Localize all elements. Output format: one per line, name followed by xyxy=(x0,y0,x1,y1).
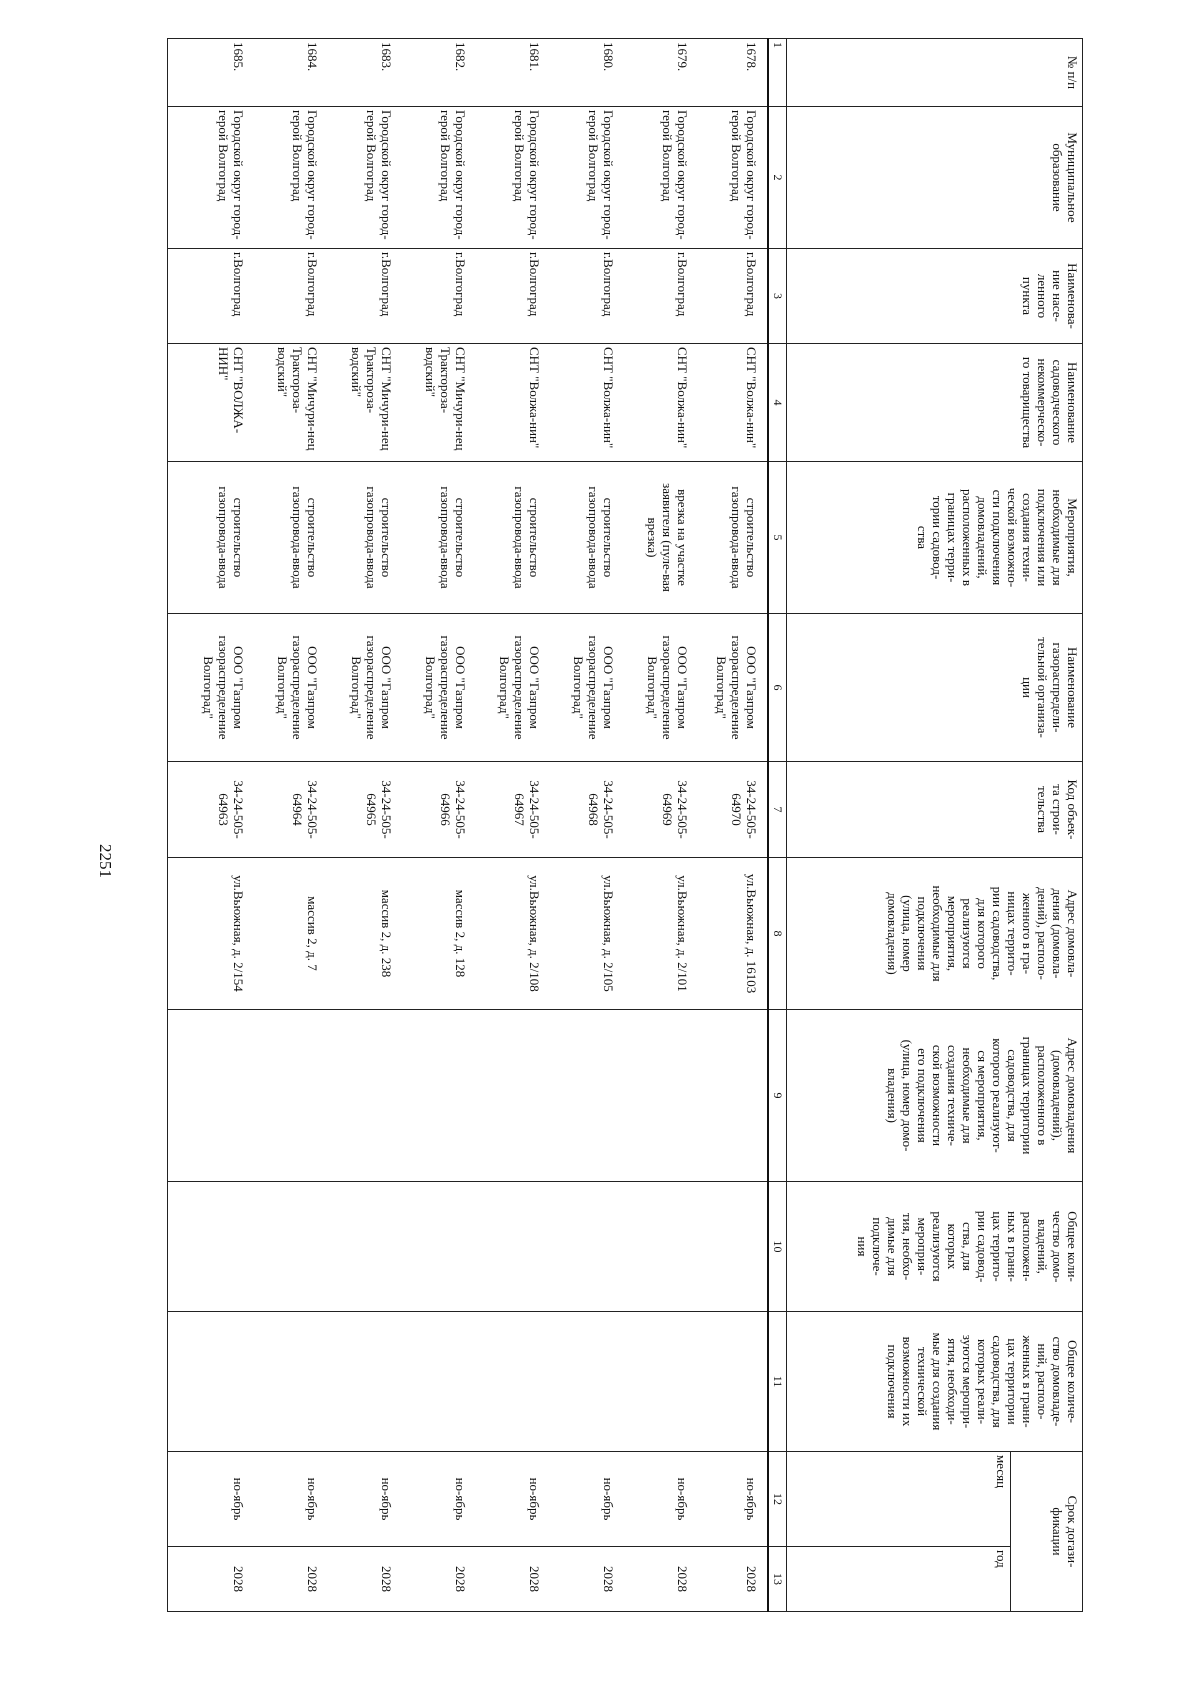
header-municipality: Муниципальное образование xyxy=(787,107,1083,249)
cell-municipality: Городской округ город-герой Волгоград xyxy=(477,107,551,249)
cell-object-code: 34-24-505-64964 xyxy=(255,762,329,858)
cell-municipality: Городской округ город-герой Волгоград xyxy=(329,107,403,249)
column-number: 13 xyxy=(769,1547,787,1612)
cell-snt: СНТ "Мичури-нец Тракторoза-водский" xyxy=(403,344,477,462)
table-row xyxy=(551,39,625,1612)
cell-settlement: г.Волгоград xyxy=(255,249,329,344)
cell-num: 1678. xyxy=(699,39,769,107)
header-num: № п/п xyxy=(787,39,1083,107)
column-number: 11 xyxy=(769,1312,787,1452)
header-address-technical: Адрес домовладения (домовладений), расположенного в границах территории садоводства, для которого реализуют- ся мероприятия, необходимые для создания техниче- ской возможности его подключения (улица, номер домо- владения) xyxy=(787,1010,1083,1182)
cell-address-technical xyxy=(477,1010,551,1182)
cell-address-connection: ул.Вьюжная, д. 2/105 xyxy=(551,858,625,1010)
cell-object-code: 34-24-505-64969 xyxy=(625,762,699,858)
cell-address-connection: ул.Вьюжная, д. 2/101 xyxy=(625,858,699,1010)
cell-object-code: 34-24-505-64966 xyxy=(403,762,477,858)
column-number: 10 xyxy=(769,1182,787,1312)
header-gas-org: Наименование газораспредели- тельной организа- ции xyxy=(787,614,1083,762)
cell-snt: СНТ "Мичури-нец Тракторoза-водский" xyxy=(329,344,403,462)
cell-municipality: Городской округ город-герой Волгоград xyxy=(255,107,329,249)
header-snt: Наименование садоводческого некоммерческо- го товарищества xyxy=(787,344,1083,462)
cell-address-connection: ул.Вьюжная, д. 2/108 xyxy=(477,858,551,1010)
cell-count-connection xyxy=(403,1182,477,1312)
cell-settlement: г.Волгоград xyxy=(625,249,699,344)
table-row xyxy=(699,39,769,1612)
table-header xyxy=(787,39,1083,1612)
column-number: 1 xyxy=(769,39,787,107)
cell-address-connection: массив 2, д. 238 xyxy=(329,858,403,1010)
header-count-technical: Общее количе- ство домовладе- ний, располо- женных в грани- цах территории садоводства, для которых реали- зуются меропри- ятия, необходи- мые для создания технической возможности их подключения xyxy=(787,1312,1083,1452)
cell-year: 2028 xyxy=(551,1547,625,1612)
cell-address-technical xyxy=(551,1010,625,1182)
cell-num: 1685. xyxy=(173,39,255,107)
cell-measures: строительство газопровода-ввода xyxy=(329,462,403,614)
page-number: 2251 xyxy=(96,844,115,878)
cell-gas-org: ООО "Газпром газораспределение Волгоград" xyxy=(329,614,403,762)
column-number: 3 xyxy=(769,249,787,344)
cell-year: 2028 xyxy=(625,1547,699,1612)
cell-address-technical xyxy=(403,1010,477,1182)
cell-settlement: г.Волгоград xyxy=(477,249,551,344)
cell-municipality: Городской округ город-герой Волгоград xyxy=(551,107,625,249)
cell-num: 1680. xyxy=(551,39,625,107)
cell-municipality: Городской округ город-герой Волгоград xyxy=(625,107,699,249)
header-settlement: Наименова- ние насе- ленного пункта xyxy=(787,249,1083,344)
column-number: 4 xyxy=(769,344,787,462)
cell-gas-org: ООО "Газпром газораспределение Волгоград" xyxy=(403,614,477,762)
column-number: 2 xyxy=(769,107,787,249)
cell-month: но-ябрь xyxy=(173,1452,255,1547)
gasification-table xyxy=(168,38,1084,1612)
header-measures: Мероприятия, необходимые для подключения или создания техни- ческой возможно- сти подключения домовладений, расположенных в границах терри- тории садовод- ства xyxy=(787,462,1083,614)
cell-address-technical xyxy=(329,1010,403,1182)
cell-measures: строительство газопровода-ввода xyxy=(699,462,769,614)
cell-count-connection xyxy=(699,1182,769,1312)
cell-month: но-ябрь xyxy=(551,1452,625,1547)
cell-count-connection xyxy=(173,1182,255,1312)
rotated-table-container xyxy=(173,38,1083,1611)
cell-gas-org: ООО "Газпром газораспределение Волгоград" xyxy=(699,614,769,762)
cell-address-connection: ул.Вьюжная, д. 2/154 xyxy=(173,858,255,1010)
table-row xyxy=(477,39,551,1612)
cell-count-connection xyxy=(329,1182,403,1312)
cell-settlement: г.Волгоград xyxy=(551,249,625,344)
cell-month: но-ябрь xyxy=(403,1452,477,1547)
table-filler-row xyxy=(168,39,173,1612)
cell-count-technical xyxy=(477,1312,551,1452)
cell-snt: СНТ "Волжа-нин" xyxy=(699,344,769,462)
cell-settlement: г.Волгоград xyxy=(699,249,769,344)
cell-object-code: 34-24-505-64965 xyxy=(329,762,403,858)
cell-municipality: Городской округ город-герой Волгоград xyxy=(173,107,255,249)
cell-year: 2028 xyxy=(477,1547,551,1612)
cell-count-technical xyxy=(625,1312,699,1452)
table-row xyxy=(329,39,403,1612)
cell-snt: СНТ "Волжа-нин" xyxy=(477,344,551,462)
cell-snt: СНТ "Волжа-нин" xyxy=(625,344,699,462)
header-object-code: Код объек- та строи- тельства xyxy=(787,762,1083,858)
cell-year: 2028 xyxy=(255,1547,329,1612)
header-deadline: Срок догази- фикации xyxy=(1011,1452,1083,1612)
cell-address-connection: массив 2, д. 7 xyxy=(255,858,329,1010)
cell-year: 2028 xyxy=(173,1547,255,1612)
table-row xyxy=(625,39,699,1612)
cell-gas-org: ООО "Газпром газораспределение Волгоград" xyxy=(625,614,699,762)
cell-count-technical xyxy=(173,1312,255,1452)
cell-address-technical xyxy=(173,1010,255,1182)
cell-month: но-ябрь xyxy=(329,1452,403,1547)
cell-gas-org: ООО "Газпром газораспределение Волгоград" xyxy=(477,614,551,762)
table-row xyxy=(255,39,329,1612)
column-number: 5 xyxy=(769,462,787,614)
cell-count-technical xyxy=(255,1312,329,1452)
cell-count-technical xyxy=(699,1312,769,1452)
cell-measures: строительство газопровода-ввода xyxy=(477,462,551,614)
cell-gas-org: ООО "Газпром газораспределение Волгоград" xyxy=(255,614,329,762)
header-month: месяц xyxy=(787,1452,1011,1547)
cell-year: 2028 xyxy=(403,1547,477,1612)
cell-address-technical xyxy=(255,1010,329,1182)
cell-object-code: 34-24-505-64967 xyxy=(477,762,551,858)
cell-address-connection: ул.Вьюжная, д. 16103 xyxy=(699,858,769,1010)
cell-gas-org: ООО "Газпром газораспределение Волгоград" xyxy=(173,614,255,762)
cell-count-connection xyxy=(255,1182,329,1312)
cell-settlement: г.Волгоград xyxy=(329,249,403,344)
cell-object-code: 34-24-505-64963 xyxy=(173,762,255,858)
column-number: 12 xyxy=(769,1452,787,1547)
cell-measures: строительство газопровода-ввода xyxy=(551,462,625,614)
table-row xyxy=(173,39,255,1612)
cell-num: 1681. xyxy=(477,39,551,107)
cell-object-code: 34-24-505-64970 xyxy=(699,762,769,858)
cell-object-code: 34-24-505-64968 xyxy=(551,762,625,858)
cell-snt: СНТ "Волжа-нин" xyxy=(551,344,625,462)
cell-year: 2028 xyxy=(699,1547,769,1612)
cell-count-connection xyxy=(625,1182,699,1312)
table-body xyxy=(168,39,787,1612)
cell-address-technical xyxy=(625,1010,699,1182)
cell-num: 1683. xyxy=(329,39,403,107)
column-number: 8 xyxy=(769,858,787,1010)
cell-count-connection xyxy=(551,1182,625,1312)
cell-settlement: г.Волгоград xyxy=(173,249,255,344)
cell-count-technical xyxy=(329,1312,403,1452)
cell-month: но-ябрь xyxy=(625,1452,699,1547)
column-number: 9 xyxy=(769,1010,787,1182)
cell-month: но-ябрь xyxy=(255,1452,329,1547)
cell-address-technical xyxy=(699,1010,769,1182)
cell-count-connection xyxy=(477,1182,551,1312)
column-number: 6 xyxy=(769,614,787,762)
cell-month: но-ябрь xyxy=(477,1452,551,1547)
cell-measures: строительство газопровода-ввода xyxy=(255,462,329,614)
table-row xyxy=(403,39,477,1612)
cell-settlement: г.Волгоград xyxy=(403,249,477,344)
cell-address-connection: массив 2, д. 128 xyxy=(403,858,477,1010)
column-number-row xyxy=(769,39,787,1612)
cell-snt: СНТ "ВОЛЖА-НИН" xyxy=(173,344,255,462)
cell-municipality: Городской округ город-герой Волгоград xyxy=(699,107,769,249)
cell-snt: СНТ "Мичури-нец Тракторoза-водский" xyxy=(255,344,329,462)
header-count-connection: Общее коли- чество домо- владений, расположен- ных в грани- цах террито- рии садовод- ства, для которых реализуются мероприя- тия, необхо- димые для подключе- ния xyxy=(787,1182,1083,1312)
cell-municipality: Городской округ город-герой Волгоград xyxy=(403,107,477,249)
column-number: 7 xyxy=(769,762,787,858)
cell-count-technical xyxy=(551,1312,625,1452)
cell-year: 2028 xyxy=(329,1547,403,1612)
cell-measures: врезка на участке заявителя (пуле-вая врезка) xyxy=(625,462,699,614)
cell-month: но-ябрь xyxy=(699,1452,769,1547)
header-address-connection: Адрес домовла- дения (домовла- дений), располо- женного в гра- ницах террито- рии садоводства, для которого реализуются мероприятия, необходимые для подключения (улица, номер домовладения) xyxy=(787,858,1083,1010)
cell-num: 1684. xyxy=(255,39,329,107)
cell-count-technical xyxy=(403,1312,477,1452)
header-year: год xyxy=(787,1547,1011,1612)
cell-measures: строительство газопровода-ввода xyxy=(403,462,477,614)
cell-gas-org: ООО "Газпром газораспределение Волгоград" xyxy=(551,614,625,762)
cell-measures: строительство газопровода-ввода xyxy=(173,462,255,614)
cell-num: 1679. xyxy=(625,39,699,107)
cell-num: 1682. xyxy=(403,39,477,107)
